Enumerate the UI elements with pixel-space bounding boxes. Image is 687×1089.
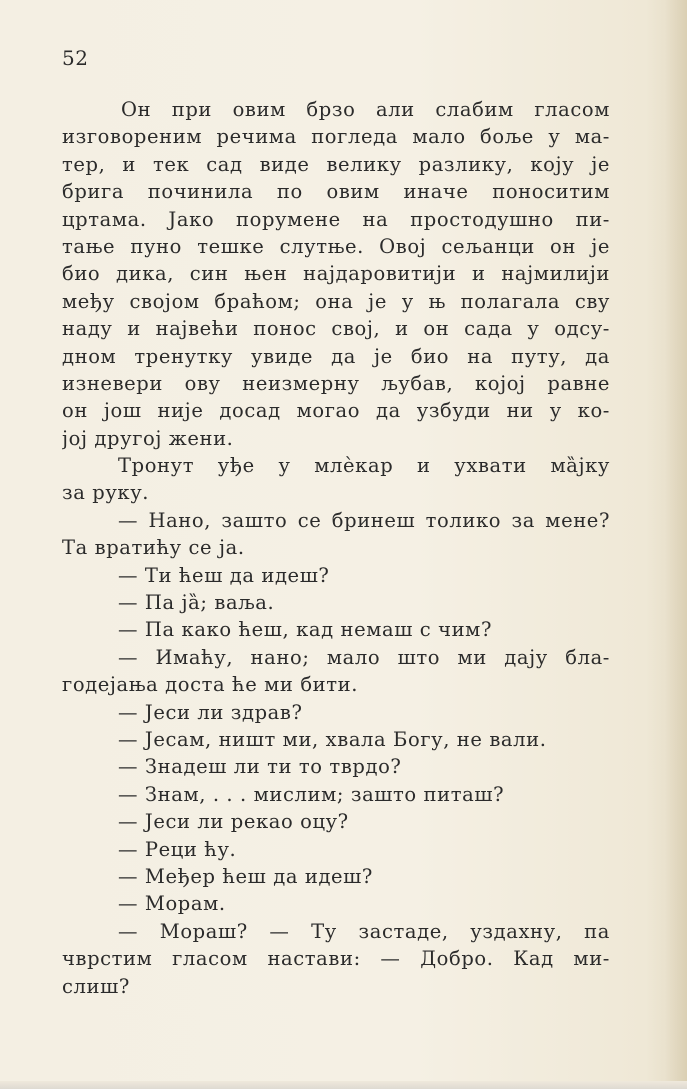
dialogue-line: — Мораш? — Ту застаде, уздахну, па (118, 919, 610, 943)
dialogue-line: — Јесам, ништ ми, хвала Богу, не вали. (118, 727, 547, 751)
text-line: био дика, син њен најдаровитији и најмилији (62, 262, 610, 286)
body-text (62, 96, 610, 1000)
dialogue-line: — Имаћу, нано; мало што ми дају бла- (118, 645, 610, 669)
text-line: чврстим гласом настави: — Добро. Кад ми- (62, 947, 610, 971)
text-line: слиш? (62, 974, 130, 998)
text-line: тер, и тек сад виде велику разлику, коју је (62, 152, 610, 176)
page-edge-shadow (665, 0, 687, 1081)
text-line: изговореним речима погледа мало боље у ма- (62, 125, 610, 149)
dialogue-line: — Знам, . . . мислим; зашто питаш? (118, 782, 505, 806)
text-line: међу својом браћом; она је у њ полагала сву (62, 289, 610, 313)
text-line: Он при овим брзо али слабим гласом (121, 98, 610, 121)
page-number: 52 (62, 46, 89, 70)
text-line: за руку. (62, 481, 150, 505)
page-bottom-edge (0, 1081, 687, 1089)
text-line: цртама. Јако порумене на простодушно пи- (62, 207, 610, 231)
text-line: јој другој жени. (62, 426, 234, 450)
text-line: наду и највећи понос свој, и он сада у одсу- (62, 317, 610, 341)
text-line: Тронут уђе у млѐкар и ухвати ма̏јку (118, 454, 610, 478)
dialogue-line: — Јеси ли здрав? (118, 700, 303, 724)
dialogue-line: — Па како ћеш, кад немаш с чим? (118, 618, 492, 642)
text-line: он још није досад могао да узбуди ни у ко- (62, 399, 610, 423)
text-line: годејања доста ће ми бити. (62, 673, 359, 697)
text-line: тање пуно тешке слутње. Овој сељанци он је (62, 234, 610, 258)
dialogue-line: — Па ја̏; ваља. (118, 591, 275, 615)
dialogue-line: — Морам. (118, 892, 226, 916)
dialogue-line: — Међер ћеш да идеш? (118, 864, 373, 888)
dialogue-line: — Ти ћеш да идеш? (118, 563, 330, 587)
text-line: дном тренутку увиде да је био на путу, да (62, 344, 610, 368)
text-line: Та вратићу се ја. (62, 536, 245, 560)
dialogue-line: — Реци ћу. (118, 837, 237, 861)
text-line: брига починила по овим иначе поноситим (62, 180, 610, 204)
dialogue-line: — Јеси ли рекао оцу? (118, 810, 349, 834)
text-line: изневери ову неизмерну љубав, којој равне (62, 371, 610, 395)
dialogue-line: — Знадеш ли ти то тврдо? (118, 755, 402, 779)
dialogue-line: — Нано, зашто се бринеш толико за мене? (118, 508, 610, 532)
